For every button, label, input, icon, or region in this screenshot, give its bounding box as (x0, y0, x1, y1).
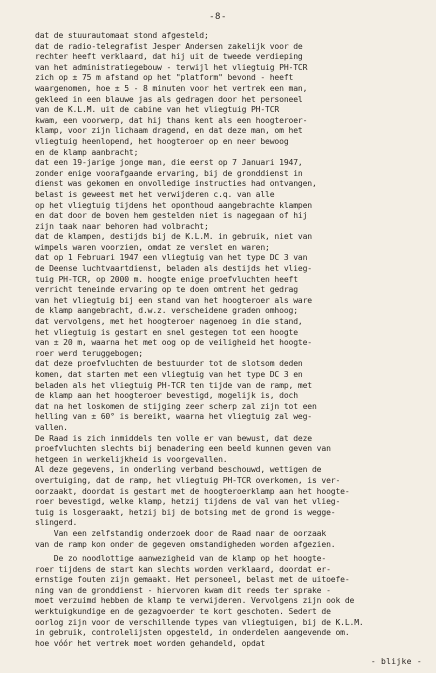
text-line: de klamp aangebracht, d.w.z. verscheidene graden omhoog; (35, 306, 298, 316)
text-line: tuig PH-TCR, op 2000 m. hoogte enige proefvluchten heeft (35, 274, 298, 284)
text-line: wimpels waren voorzien, omdat ze verslet en waren; (35, 242, 270, 252)
text-line: roer werd teruggebogen; (35, 348, 143, 358)
text-line: dat vervolgens, met het hoogteroer nagenoeg in die stand, (35, 317, 303, 327)
text-line: dat deze proefvluchten de bestuurder tot de slotsom deden (35, 359, 303, 369)
text-line: vallen. (35, 422, 68, 432)
text-line: Al deze gegevens, in onderling verband beschouwd, wettigen de (35, 465, 322, 475)
text-line: klamp, voor zijn lichaam dragend, en dat deze man, om het (35, 126, 303, 136)
text-line: zich op ± 75 m afstand op het "platform" bevond - heeft (35, 73, 294, 83)
text-line: proefvluchten slechts bij benadering een beeld kunnen geven van (35, 444, 331, 454)
text-line: kwam, een voorwerp, dat hij thans kent als een hoogteroer- (35, 115, 308, 125)
text-line: dat een 19-jarige jonge man, die eerst op 7 Januari 1947, (35, 158, 303, 168)
text-line: oorlog zijn voor de verschillende types van vliegtuigen, bij de K.L.M. (35, 617, 364, 627)
text-line: overtuiging, dat de ramp, het vliegtuig PH-TCR overkomen, is ver- (35, 475, 341, 485)
text-line: de klamp aan het hoogteroer bevestigd, mogelijk is, doch (35, 391, 298, 401)
text-line: en dat door de boven hem gestelden niet is nagegaan of hij (35, 211, 308, 221)
text-line: slingerd. (35, 518, 78, 528)
text-line: werktuigkundige en de gezagvoerder te kort geschoten. Sedert de (35, 607, 331, 617)
text-line: dat de radio-telegrafist Jesper Andersen zakelijk voor de (35, 41, 303, 51)
text-line: dat op 1 Februari 1947 een vliegtuig van het type DC 3 van (35, 253, 308, 263)
text-line: van het administratiegebouw - terwijl het vliegtuig PH-TCR (35, 62, 308, 72)
text-line: gekleed in een blauwe jas als gedragen door het personeel (35, 94, 303, 104)
text-line: belast is geweest met het verwijderen c.q. van alle (35, 189, 275, 199)
text-line: Van een zelfstandig onderzoek door de Raad naar de oorzaak (35, 528, 327, 538)
text-line: van de ramp kon onder de gegeven omstandigheden worden afgezien. (35, 539, 336, 549)
text-line: dat de klampen, destijds bij de K.L.M. in gebruik, niet van (35, 232, 312, 242)
text-line: het vliegtuig is gestart en snel gestegen tot een hoogte (35, 327, 298, 337)
text-line: vliegtuig heenlopend, het hoogteroer op en neer bewoog (35, 136, 289, 146)
text-line: rechter heeft verklaard, dat hij uit de tweede verdieping (35, 52, 303, 62)
text-line: De zo noodlottige aanwezigheid van de klamp op het hoogte- (35, 554, 327, 564)
text-line: roer bevestigd, welke klamp, hetzij tijdens de val van het vlieg- (35, 497, 341, 507)
text-line: zonder enige voorafgaande ervaring, bij de gronddienst in (35, 168, 303, 178)
text-line: op het vliegtuig tijdens het oponthoud aangebrachte klampen (35, 200, 312, 210)
text-line: verricht teneinde ervaring op te doen omtrent het gedrag (35, 285, 298, 295)
text-line: ning van de gronddienst - hiervoren kwam dit reeds ter sprake - (35, 585, 331, 595)
text-line: waargenomen, hoe ± 5 - 8 minuten voor het vertrek een man, (35, 83, 308, 93)
text-line: dat na het loskomen de stijging zeer scherp zal zijn tot een (35, 401, 317, 411)
document-body (35, 31, 432, 649)
text-line: hetgeen in werkelijkheid is voorgevallen. (35, 454, 228, 464)
text-line: beladen als het vliegtuig PH-TCR ten tijde van de ramp, met (35, 380, 312, 390)
text-line: oorzaakt, doordat is gestart met de hoogteroerklamp aan het hoogte- (35, 486, 350, 496)
text-line: De Raad is zich inmiddels ten volle er van bewust, dat deze (35, 433, 312, 443)
text-line: moet verzuimd hebben de klamp te verwijderen. Vervolgens zijn ook de (35, 596, 355, 606)
text-line: dienst was gekomen en onvolledige instructies had ontvangen, (35, 179, 317, 189)
text-line: tuig is losgeraakt, hetzij bij de botsing met de grond is wegge- (35, 507, 336, 517)
text-line: van de K.L.M. uit de cabine van het vliegtuig PH-TCR (35, 105, 280, 115)
catchword: - blijke - (370, 657, 422, 666)
text-line: komen, dat starten met een vliegtuig van het type DC 3 en (35, 370, 303, 379)
text-line: in gebruik, controlelijsten opgesteld, in onderdelen aangevende om. (35, 628, 350, 638)
page-number: -8- (209, 12, 227, 22)
text-line: van ± 20 m, waarna het met oog op de veiligheid het hoogte- (35, 338, 312, 348)
text-line: ernstige fouten zijn gemaakt. Het personeel, belast met de uitoefe- (35, 575, 350, 585)
text-line: de Deense luchtvaartdienst, beladen als destijds het vlieg- (35, 264, 312, 274)
text-line: roer tijdens de start kan slechts worden verklaard, doordat er- (35, 564, 331, 574)
text-line: helling van ± 60° is bereikt, waarna het vliegtuig zal weg- (35, 412, 312, 422)
text-line: en de klamp aanbracht; (35, 147, 139, 157)
text-line: van het vliegtuig bij een stand van het hoogteroer als ware (35, 295, 312, 305)
text-line: zijn taak naar behoren had volbracht; (35, 221, 209, 231)
text-line: dat de stuurautomaat stond afgesteld; (35, 31, 209, 40)
text-line: hoe vóór het vertrek moet worden gehandeld, opdat (35, 638, 266, 648)
